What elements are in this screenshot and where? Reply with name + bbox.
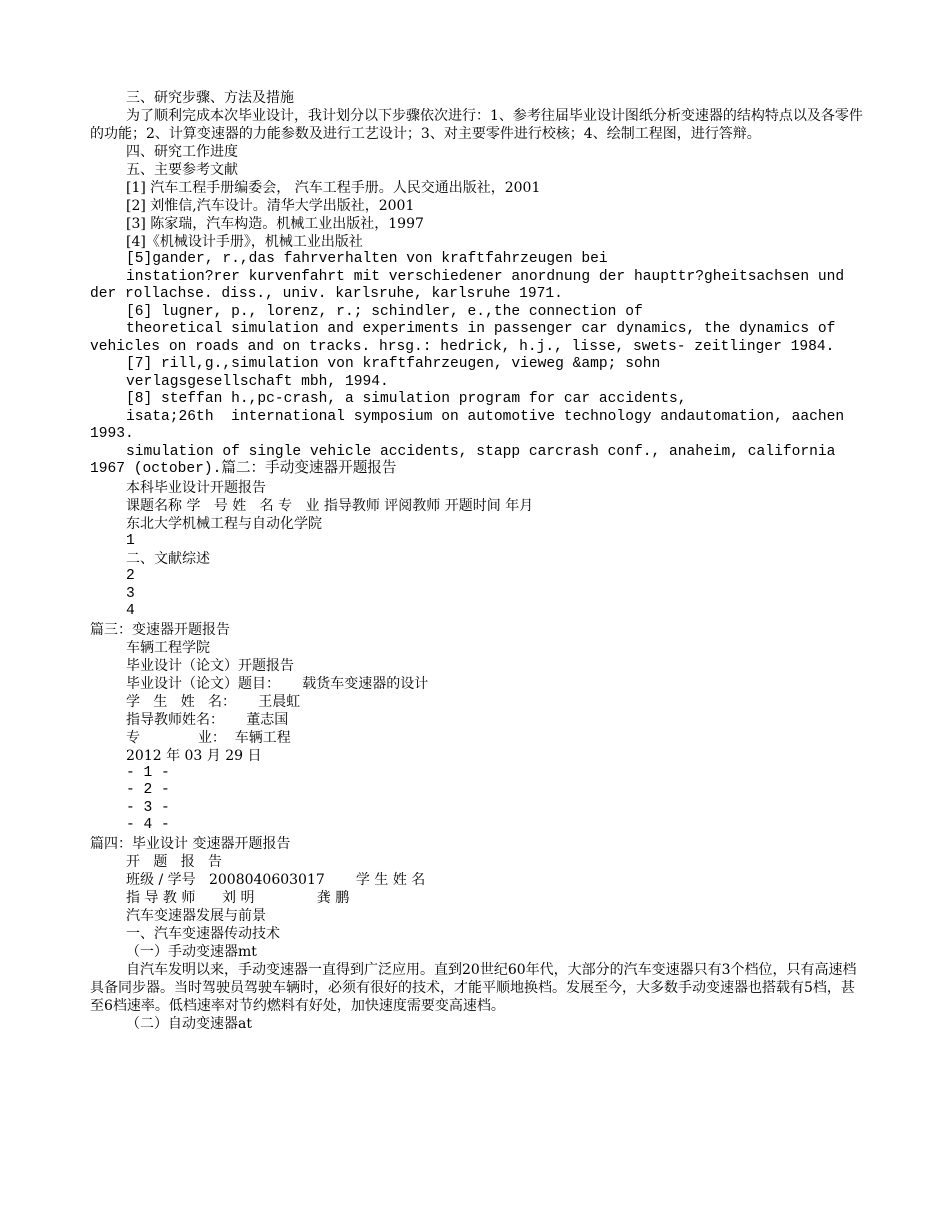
text-line: [4]《机械设计手册》，机械工业出版社 [126, 234, 363, 250]
text-line: 自汽车发明以来，手动变速器一直得到广泛应用。直到20世纪60年代，大部分的汽车变速器只有3个档位，只有高速档具备同步器。当时驾驶员驾驶车辆时，必须有很好的技术，才能平顺地换档。发展至今，大多数手动变速器也搭载有5档，甚至6档速率。低档速率对节约燃料有好处，加快速度需要变高速档。 [90, 961, 857, 1014]
text-line: 指 导 教 师 刘 明 龚 鹏 [126, 889, 350, 906]
text-line: [8] steffan h.,pc-crash, a simulation program for car accidents, [126, 391, 687, 407]
text-line: - 2 - [126, 782, 170, 798]
text-line: verlagsgesellschaft mbh, 1994. [126, 373, 389, 390]
text-line: 3 [126, 585, 135, 602]
text-line: 专 业： 车辆工程 [126, 729, 291, 746]
text-line: 一、汽车变速器传动技术 [126, 925, 280, 942]
text-line: 三、研究步骤、方法及措施 [126, 90, 294, 106]
text-line: 2 [126, 568, 135, 584]
text-line: [7] rill,g.,simulation von kraftfahrzeugen, vieweg &amp; sohn [126, 356, 661, 372]
text-line: 篇三：变速器开题报告 [90, 621, 230, 638]
text-line: 课题名称 学 号 姓 名 专 业 指导教师 评阅教师 开题时间 年月 [126, 497, 534, 514]
text-line: 学 生 姓 名： 王晨虹 [126, 693, 301, 710]
text-line: 车辆工程学院 [126, 639, 210, 656]
text-line: 班级 / 学号 2008040603017 学 生 姓 名 [126, 871, 426, 888]
text-line: 4 [126, 603, 135, 619]
text-line: [2] 刘惟信,汽车设计。清华大学出版社，2001 [126, 198, 415, 214]
text-line: 五、主要参考文献 [126, 162, 238, 178]
text-line: 为了顺利完成本次毕业设计，我计划分以下步骤依次进行：1、参考往届毕业设计图纸分析变速器的结构特点以及各零件的功能；2、计算变速器的力能参数及进行工艺设计；3、对主要零件进行校核；4、绘制工程图，进行答辩。 [90, 108, 863, 142]
text-line: [5]gander, r.,das fahrverhalten von kraftfahrzeugen bei [126, 251, 608, 267]
text-line: （一）手动变速器mt [126, 943, 257, 960]
text-line: simulation of single vehicle accidents, stapp carcrash conf., anaheim, california 1967 (october).篇二：手动变速器开题报告 [90, 443, 845, 477]
text-line: [1] 汽车工程手册编委会， 汽车工程手册。人民交通出版社，2001 [126, 180, 541, 196]
text-line: 指导教师姓名： 董志国 [126, 711, 289, 728]
text-line: 四、研究工作进度 [126, 144, 238, 160]
text-line: （二）自动变速器at [126, 1015, 252, 1032]
text-line: theoretical simulation and experiments in passenger car dynamics, the dynamics of vehicles on roads and on tracks. hrsg.: hedrick, h.j., lisse, swets- zeitlinger 1984. [90, 321, 845, 355]
text-line: 1 [126, 532, 135, 549]
text-line: - 3 - [126, 799, 170, 816]
text-line: 篇四：毕业设计 变速器开题报告 [90, 835, 291, 852]
text-line: - 4 - [126, 817, 170, 833]
text-line: 本科毕业设计开题报告 [126, 479, 266, 496]
text-line: 开 题 报 告 [126, 853, 223, 870]
text-line: 2012 年 03 月 29 日 [126, 747, 262, 764]
document-body [90, 89, 865, 1033]
text-line: 东北大学机械工程与自动化学院 [126, 515, 322, 532]
text-line: instation?rer kurvenfahrt mit verschiedener anordnung der haupttr?gheitsachsen und der rollachse. diss., univ. karlsruhe, karlsruhe 1971. [90, 268, 853, 302]
text-line: [6] lugner, p., lorenz, r.; schindler, e.,the connection of [126, 303, 643, 320]
text-line: isata;26th international symposium on automotive technology andautomation, aachen 1993. [90, 408, 853, 442]
text-line: 毕业设计（论文）题目： 载货车变速器的设计 [126, 675, 429, 692]
text-line: 二、文献综述 [126, 551, 210, 567]
text-line: 毕业设计（论文）开题报告 [126, 657, 294, 674]
text-line: 汽车变速器发展与前景 [126, 907, 266, 924]
text-line: - 1 - [126, 764, 170, 781]
text-line: [3] 陈家瑞，汽车构造。机械工业出版社，1997 [126, 216, 424, 232]
